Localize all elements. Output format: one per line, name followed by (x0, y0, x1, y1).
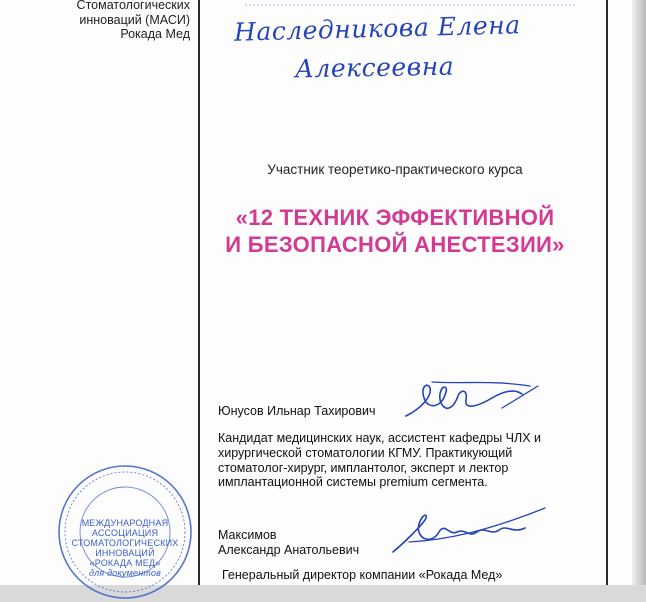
lecturer2-title: Генеральный директор компании «Рокада Мед» (222, 568, 503, 582)
organization-line: Стоматологических (76, 0, 190, 12)
lecturer1-description-line: хирургической стоматологии КГМУ. Практикующий (218, 445, 513, 460)
lecturer1-description-line: Кандидат медицинских наук, ассистент кафедры ЧЛХ и (218, 431, 541, 445)
course-title-line1: «12 ТЕХНИК ЭФФЕКТИВНОЙ (235, 205, 555, 230)
stamp-line: АССОЦИАЦИЯ (91, 528, 159, 538)
organization-line: инноваций (МАСИ) (79, 12, 190, 27)
lecturer1-description-line: имплантационной системы premium сегмента. (218, 475, 488, 490)
stamp-line: СТОМАТОЛОГИЧЕСКИХ (71, 538, 179, 548)
lecturer1-name: Юнусов Ильнар Тахирович (218, 404, 376, 418)
lecturer1-description (218, 431, 558, 490)
top-cut-text-remnant (245, 0, 575, 6)
lecturer2-given-names: Александр Анатольевич (218, 543, 360, 557)
organization-line: Рокада Мед (120, 27, 190, 41)
course-title (160, 204, 630, 258)
course-title-line2: И БЕЗОПАСНОЙ АНЕСТЕЗИИ» (225, 232, 565, 257)
lecturer2-name (218, 528, 359, 558)
lecturer1-description-line: стоматолог-хирург, имплантолог, эксперт и лектор (218, 460, 509, 475)
stamp-line: для документов (88, 568, 162, 578)
lecturer1-signature (402, 378, 552, 428)
left-divider-line (198, 0, 200, 585)
page-edge-shadow (632, 0, 646, 585)
stamp-line: МЕЖДУНАРОДНАЯ (81, 518, 169, 528)
participant-name-line1: Наследникова Елена (233, 10, 521, 47)
stamp-line: «РОКАДА МЕД» (89, 558, 161, 568)
stamp-inner-text (70, 518, 180, 578)
participant-name-line2: Алексеевна (294, 51, 455, 84)
right-divider-line (606, 0, 608, 585)
organization-name (0, 0, 190, 42)
lecturer2-surname: Максимов (218, 528, 277, 542)
stamp-line: ИННОВАЦИЙ (95, 548, 155, 558)
course-intro: Участник теоретико-практического курса (267, 162, 523, 177)
lecturer2-signature (385, 502, 555, 562)
